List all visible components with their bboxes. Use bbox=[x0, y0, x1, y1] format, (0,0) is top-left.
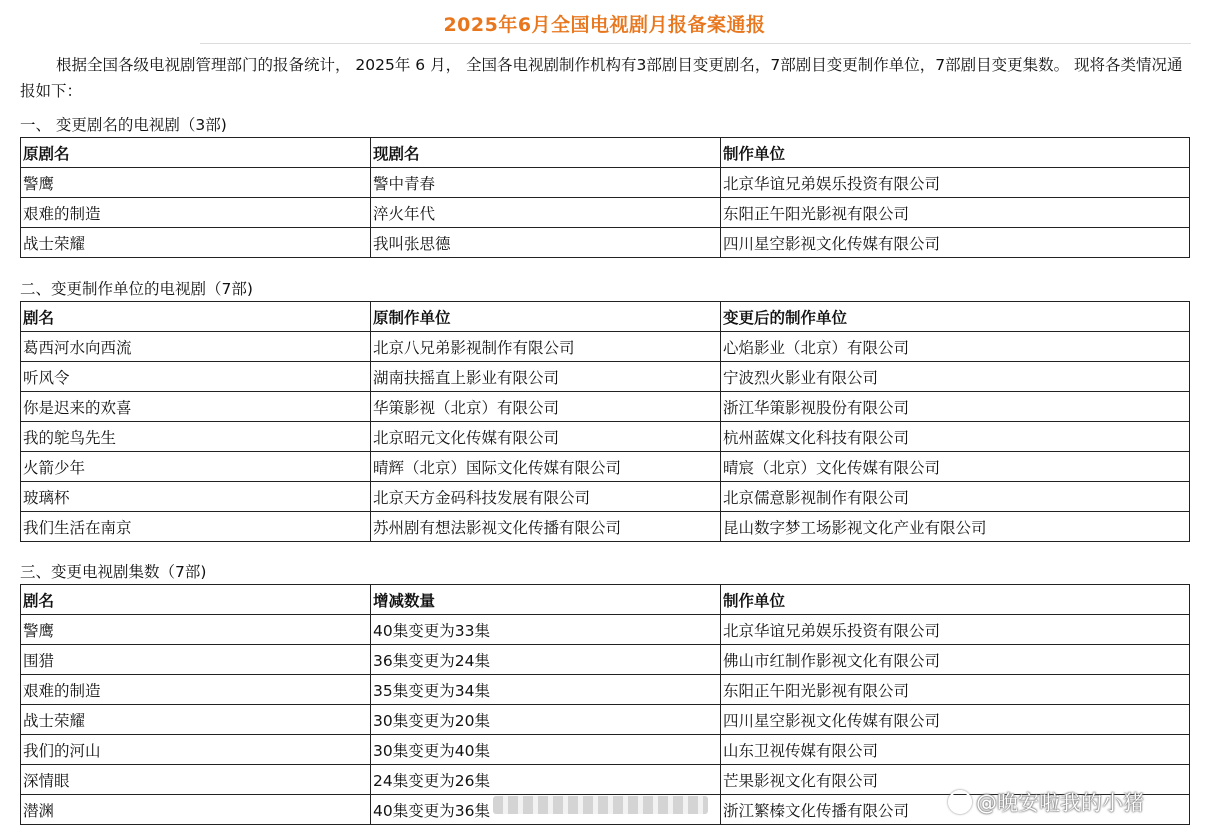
section-3-heading: 三、变更电视剧集数（7部) bbox=[20, 563, 207, 581]
table-cell: 四川星空影视文化传媒有限公司 bbox=[721, 228, 1190, 258]
table-cell: 我的鸵鸟先生 bbox=[21, 422, 371, 452]
table-cell: 围猎 bbox=[21, 645, 371, 675]
watermark-text: @晚安啦我的小猪 bbox=[976, 791, 1144, 815]
table-cell: 35集变更为34集 bbox=[371, 675, 721, 705]
table-cell: 40集变更为33集 bbox=[371, 615, 721, 645]
table-cell: 听风令 bbox=[21, 362, 371, 392]
table-cell: 30集变更为20集 bbox=[371, 705, 721, 735]
table-row bbox=[21, 735, 1190, 765]
table-cell: 40集变更为36集 bbox=[371, 795, 721, 825]
table-cell: 苏州剧有想法影视文化传播有限公司 bbox=[371, 512, 721, 542]
table-cell: 淬火年代 bbox=[371, 198, 721, 228]
table-row bbox=[21, 675, 1190, 705]
table-cell: 昆山数字梦工场影视文化产业有限公司 bbox=[721, 512, 1190, 542]
rename-table bbox=[20, 137, 1190, 258]
table-cell: 东阳正午阳光影视有限公司 bbox=[721, 198, 1190, 228]
table-cell: 宁波烈火影业有限公司 bbox=[721, 362, 1190, 392]
table-cell: 艰难的制造 bbox=[21, 198, 371, 228]
table-cell: 北京八兄弟影视制作有限公司 bbox=[371, 332, 721, 362]
column-header: 制作单位 bbox=[721, 585, 1190, 615]
table-row bbox=[21, 198, 1190, 228]
table-header-row bbox=[21, 585, 1190, 615]
table-header-row bbox=[21, 302, 1190, 332]
section-1-heading: 一、 变更剧名的电视剧（3部) bbox=[20, 116, 227, 134]
table-cell: 北京天方金码科技发展有限公司 bbox=[371, 482, 721, 512]
column-header: 原制作单位 bbox=[371, 302, 721, 332]
column-header: 制作单位 bbox=[721, 138, 1190, 168]
table-cell: 我们生活在南京 bbox=[21, 512, 371, 542]
table-cell: 玻璃杯 bbox=[21, 482, 371, 512]
table-cell: 战士荣耀 bbox=[21, 705, 371, 735]
table-cell: 30集变更为40集 bbox=[371, 735, 721, 765]
title-divider bbox=[200, 43, 1191, 44]
table-cell: 心焰影业（北京）有限公司 bbox=[721, 332, 1190, 362]
table-row bbox=[21, 512, 1190, 542]
table-row bbox=[21, 615, 1190, 645]
column-header: 剧名 bbox=[21, 585, 371, 615]
table-cell: 警鹰 bbox=[21, 168, 371, 198]
table-cell: 北京昭元文化传媒有限公司 bbox=[371, 422, 721, 452]
table-cell: 警鹰 bbox=[21, 615, 371, 645]
table-cell: 山东卫视传媒有限公司 bbox=[721, 735, 1190, 765]
table-cell: 北京儒意影视制作有限公司 bbox=[721, 482, 1190, 512]
column-header: 剧名 bbox=[21, 302, 371, 332]
page-title: 2025年6月全国电视剧月报备案通报 bbox=[443, 14, 766, 36]
producer-change-table bbox=[20, 301, 1190, 542]
table-cell: 杭州蓝媒文化科技有限公司 bbox=[721, 422, 1190, 452]
column-header: 原剧名 bbox=[21, 138, 371, 168]
table-cell: 葛西河水向西流 bbox=[21, 332, 371, 362]
table-cell: 我们的河山 bbox=[21, 735, 371, 765]
table-row bbox=[21, 392, 1190, 422]
table-cell: 东阳正午阳光影视有限公司 bbox=[721, 675, 1190, 705]
table-cell: 北京华谊兄弟娱乐投资有限公司 bbox=[721, 168, 1190, 198]
column-header: 增减数量 bbox=[371, 585, 721, 615]
weibo-logo-icon bbox=[948, 790, 972, 814]
table-cell: 你是迟来的欢喜 bbox=[21, 392, 371, 422]
table-cell: 浙江华策影视股份有限公司 bbox=[721, 392, 1190, 422]
blurred-overlay bbox=[493, 796, 708, 814]
table-row bbox=[21, 362, 1190, 392]
table-cell: 战士荣耀 bbox=[21, 228, 371, 258]
watermark bbox=[948, 787, 1144, 817]
table-cell: 潜渊 bbox=[21, 795, 371, 825]
table-cell: 浙江繁榛文化传播有限公司 bbox=[721, 795, 1190, 825]
table-cell: 24集变更为26集 bbox=[371, 765, 721, 795]
table-row bbox=[21, 482, 1190, 512]
table-cell: 深情眼 bbox=[21, 765, 371, 795]
table-row bbox=[21, 705, 1190, 735]
table-row bbox=[21, 332, 1190, 362]
table-row bbox=[21, 168, 1190, 198]
section-2-heading: 二、变更制作单位的电视剧（7部) bbox=[20, 280, 253, 298]
column-header: 现剧名 bbox=[371, 138, 721, 168]
table-cell: 湖南扶摇直上影业有限公司 bbox=[371, 362, 721, 392]
table-cell: 警中青春 bbox=[371, 168, 721, 198]
table-row bbox=[21, 645, 1190, 675]
table-cell: 芒果影视文化有限公司 bbox=[721, 765, 1190, 795]
table-cell: 36集变更为24集 bbox=[371, 645, 721, 675]
table-cell: 四川星空影视文化传媒有限公司 bbox=[721, 705, 1190, 735]
table-cell: 佛山市红制作影视文化有限公司 bbox=[721, 645, 1190, 675]
table-cell: 北京华谊兄弟娱乐投资有限公司 bbox=[721, 615, 1190, 645]
table-row bbox=[21, 452, 1190, 482]
table-row bbox=[21, 422, 1190, 452]
table-cell: 晴宸（北京）文化传媒有限公司 bbox=[721, 452, 1190, 482]
column-header: 变更后的制作单位 bbox=[721, 302, 1190, 332]
table-header-row bbox=[21, 138, 1190, 168]
table-cell: 艰难的制造 bbox=[21, 675, 371, 705]
table-cell: 华策影视（北京）有限公司 bbox=[371, 392, 721, 422]
intro-paragraph: 根据全国各级电视剧管理部门的报备统计， 2025年 6 月， 全国各电视剧制作机构有3部剧目变更剧名，7部剧目变更制作单位，7部剧目变更集数。 现将各类情况通报如下： bbox=[20, 56, 1183, 100]
table-cell: 我叫张思德 bbox=[371, 228, 721, 258]
table-row bbox=[21, 228, 1190, 258]
table-cell: 晴辉（北京）国际文化传媒有限公司 bbox=[371, 452, 721, 482]
table-cell: 火箭少年 bbox=[21, 452, 371, 482]
